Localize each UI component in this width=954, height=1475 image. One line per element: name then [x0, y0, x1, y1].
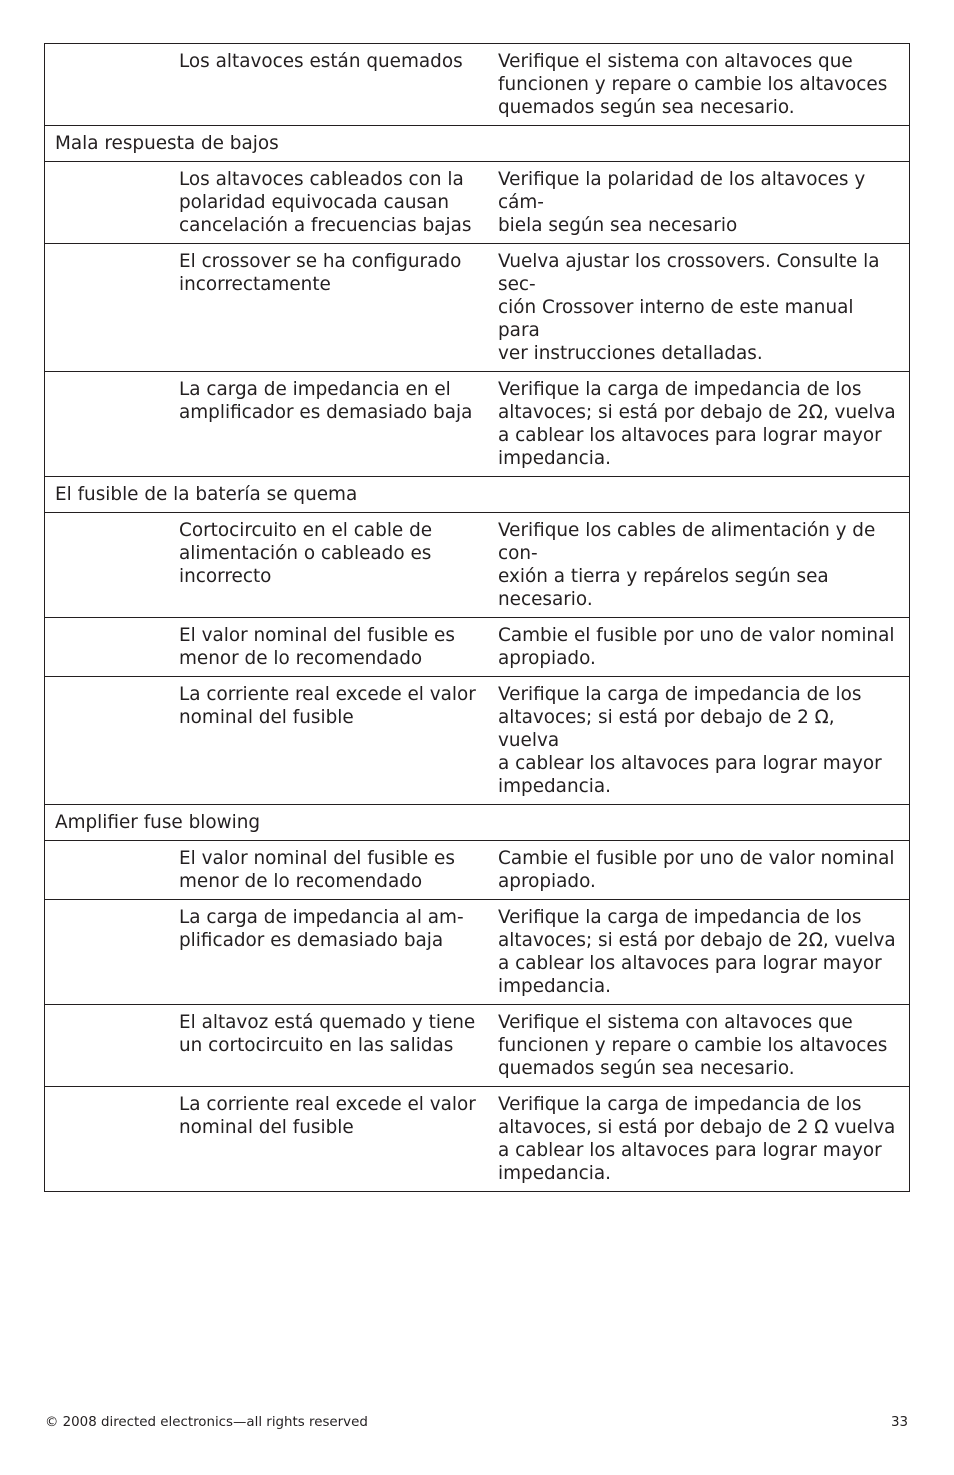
cause-solution-row [45, 162, 910, 244]
problem-spacer-cell [45, 162, 170, 244]
cause-cell: La corriente real excede el valor nominal del fusible [179, 1094, 476, 1138]
problem-spacer-cell [45, 618, 170, 677]
cause-solution-row [45, 618, 910, 677]
problem-header-row [45, 477, 910, 513]
cause-solution-row [45, 372, 910, 477]
solution-cell: Verifique la carga de impedancia de los altavoces; si está por debajo de 2Ω, vuelva a cablear los altavoces para lograr mayor impedancia. [498, 379, 896, 469]
solution-cell: Verifique la carga de impedancia de los altavoces; si está por debajo de 2 Ω, vuelva a cablear los altavoces para lograr mayor impedancia. [498, 684, 882, 797]
solution-cell: Cambie el fusible por uno de valor nominal apropiado. [498, 848, 895, 892]
cause-solution-row [45, 244, 910, 372]
solution-cell: Verifique los cables de alimentación y de con- exión a tierra y repárelos según sea necesario. [498, 520, 876, 610]
solution-cell: Vuelva ajustar los crossovers. Consulte la sec- ción Crossover interno de este manual para ver instrucciones detalladas. [498, 251, 880, 364]
footer-page-number: 33 [890, 1415, 908, 1430]
cause-solution-row [45, 677, 910, 805]
cause-solution-row [45, 44, 910, 126]
cause-cell: La corriente real excede el valor nominal del fusible [179, 684, 476, 728]
solution-cell: Verifique el sistema con altavoces que funcionen y repare o cambie los altavoces quemados según sea necesario. [498, 51, 888, 118]
solution-cell: Verifique la carga de impedancia de los altavoces, si está por debajo de 2 Ω vuelva a cablear los altavoces para lograr mayor impedancia. [498, 1094, 896, 1184]
problem-title: El fusible de la batería se quema [55, 484, 358, 505]
problem-spacer-cell [45, 900, 170, 1005]
cause-cell: Los altavoces cableados con la polaridad equivocada causan cancelación a frecuencias bajas [179, 169, 472, 236]
problem-spacer-cell [45, 372, 170, 477]
problem-title: Amplifier fuse blowing [55, 812, 261, 833]
solution-cell: Cambie el fusible por uno de valor nominal apropiado. [498, 625, 895, 669]
solution-cell: Verifique la carga de impedancia de los altavoces; si está por debajo de 2Ω, vuelva a cablear los altavoces para lograr mayor impedancia. [498, 907, 896, 997]
troubleshooting-table [44, 43, 910, 1192]
cause-solution-row [45, 900, 910, 1005]
problem-spacer-cell [45, 44, 170, 126]
problem-spacer-cell [45, 677, 170, 805]
cause-solution-row [45, 841, 910, 900]
cause-cell: Cortocircuito en el cable de alimentación o cableado es incorrecto [179, 520, 433, 587]
problem-header-row [45, 805, 910, 841]
cause-solution-row [45, 513, 910, 618]
cause-cell: La carga de impedancia al am- plificador es demasiado baja [179, 907, 464, 951]
problem-title: Mala respuesta de bajos [55, 133, 279, 154]
cause-cell: Los altavoces están quemados [179, 51, 463, 72]
cause-cell: El valor nominal del fusible es menor de lo recomendado [179, 848, 455, 892]
problem-spacer-cell [45, 841, 170, 900]
solution-cell: Verifique el sistema con altavoces que funcionen y repare o cambie los altavoces quemados según sea necesario. [498, 1012, 888, 1079]
problem-spacer-cell [45, 1087, 170, 1192]
cause-cell: El crossover se ha configurado incorrectamente [179, 251, 462, 295]
cause-cell: El altavoz está quemado y tiene un cortocircuito en las salidas [179, 1012, 476, 1056]
cause-solution-row [45, 1087, 910, 1192]
troubleshooting-table-body [45, 44, 910, 1192]
cause-cell: La carga de impedancia en el amplificador es demasiado baja [179, 379, 473, 423]
problem-spacer-cell [45, 513, 170, 618]
problem-header-row [45, 126, 910, 162]
cause-solution-row [45, 1005, 910, 1087]
problem-spacer-cell [45, 244, 170, 372]
problem-spacer-cell [45, 1005, 170, 1087]
footer-copyright: © 2008 directed electronics—all rights reserved [45, 1415, 368, 1430]
solution-cell: Verifique la polaridad de los altavoces y cám- biela según sea necesario [498, 169, 866, 236]
cause-cell: El valor nominal del fusible es menor de lo recomendado [179, 625, 455, 669]
